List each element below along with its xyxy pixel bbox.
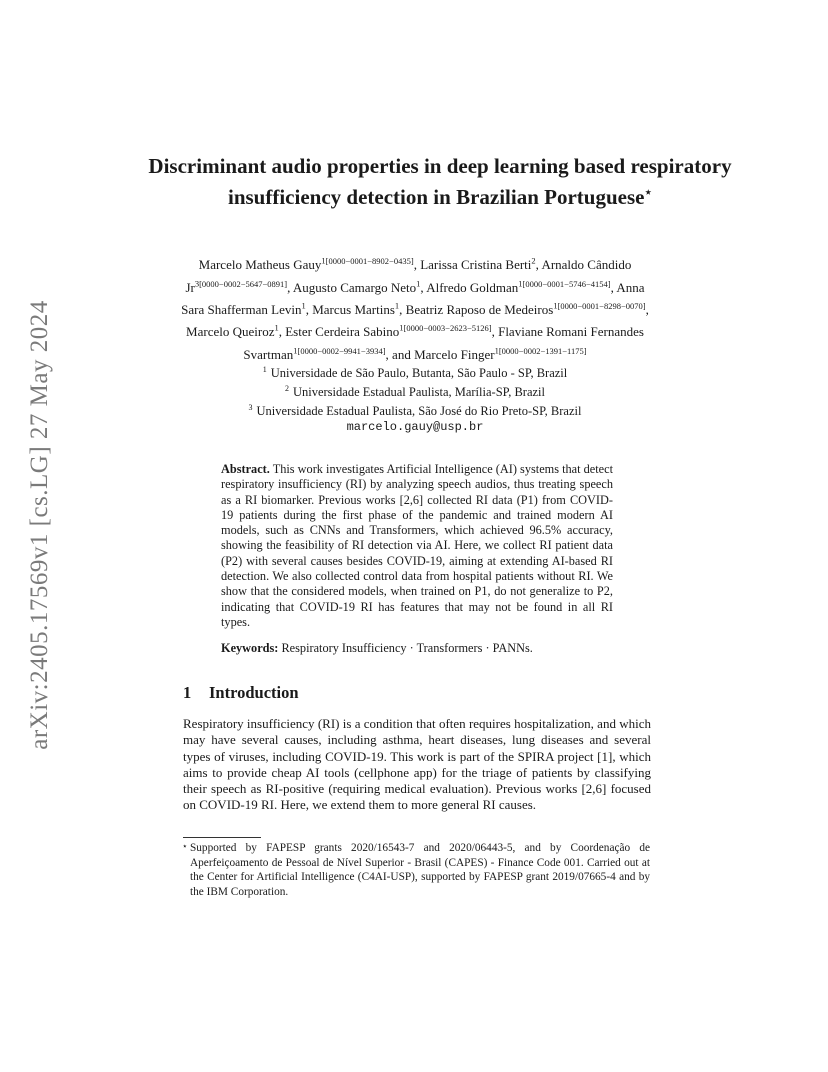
author-orcid: [0000−0001−8902−0435]	[325, 256, 414, 267]
author-entry	[199, 257, 421, 272]
keywords	[221, 641, 613, 656]
intro-paragraph: Respiratory insufficiency (RI) is a condition that often requires hospitalization, and which may have several causes, including asthma, heart diseases, lung diseases and several types of viruses, including COVID-19. This work is part of the SPIRA project [1], which aims to provide cheap AI tools (cellphone app) for the triage of patients by classifying their speech as RI-positive (requiring medical evaluation). Previous works [2,6] focused on COVID-19 RI. Here, we extend them to more general RI causes.	[183, 716, 651, 813]
footnote-marker: ⋆	[182, 841, 188, 851]
author-affiliation-number: 1	[494, 345, 499, 356]
author-list	[180, 252, 650, 364]
author-entry	[414, 347, 587, 362]
author-separator: ,	[399, 301, 406, 317]
author-orcid: [0000−0001−5746−4154]	[522, 278, 611, 289]
footnote	[182, 841, 650, 900]
affiliation-list	[180, 362, 650, 435]
paper-title-text: Discriminant audio properties in deep learning based respiratory insufficiency detection in Brazilian Portuguese	[148, 154, 732, 209]
author-name: Alfredo Goldman	[426, 279, 519, 295]
author-affiliation-number: 2	[531, 256, 536, 266]
affiliation-text: Universidade Estadual Paulista, Marília-SP, Brazil	[292, 385, 546, 400]
abstract-label: Abstract.	[221, 462, 270, 476]
author-separator: ,	[645, 301, 649, 317]
author-name: Marcelo Finger	[414, 346, 495, 362]
author-name: Marcelo Matheus Gauy	[198, 257, 322, 273]
author-separator: ,	[610, 279, 617, 295]
author-separator: ,	[305, 301, 313, 317]
author-affiliation-number: 1	[399, 322, 404, 333]
author-name: Larissa Cristina Berti	[420, 257, 532, 273]
author-affiliation-number: 1	[394, 300, 400, 311]
author-separator: , and	[385, 346, 415, 362]
affiliation-number: 2	[284, 384, 289, 394]
author-name: Anna Sara Shafferman Levin	[181, 279, 645, 317]
keywords-label: Keywords:	[221, 641, 279, 655]
affiliation-number: 3	[248, 403, 253, 413]
author-orcid: [0000−0002−9941−3934]	[297, 345, 386, 356]
author-name: Augusto Camargo Neto	[292, 279, 417, 295]
affiliation-line	[180, 381, 650, 400]
abstract	[221, 462, 613, 630]
section-number: 1	[183, 683, 192, 702]
author-orcid: [0000−0002−1391−1175]	[498, 345, 587, 356]
author-affiliation-number: 1	[416, 278, 421, 289]
author-entry	[186, 324, 285, 339]
author-separator: ,	[278, 324, 286, 340]
author-affiliation-number: 1	[321, 256, 326, 266]
affiliation-text: Universidade Estadual Paulista, São José do Rio Preto-SP, Brazil	[256, 404, 582, 419]
author-separator: ,	[287, 279, 293, 295]
abstract-text: This work investigates Artificial Intelligence (AI) systems that detect respiratory insufficiency (RI) by analyzing speech audios, thus treating speech as a RI biomarker. Previous works [2,6] collected RI data (P1) from COVID-19 patients during the first phase of the pandemic and trained modern AI models, such as CNNs and Transformers, which achieved 96.5% accuracy, showing the feasibility of RI detection via AI. Here, we collect RI patient data (P2) with several causes besides COVID-19, aiming at extending AI-based RI detection. We also collected control data from hospital patients without RI. We show that the considered models, when trained on P1, do not generalize to P2, indicating that COVID-19 RI has features that may not be found in all RI types.	[221, 462, 613, 629]
author-separator: ,	[413, 257, 421, 273]
author-entry	[426, 280, 616, 295]
author-separator: ,	[420, 279, 427, 295]
author-affiliation-number: 1	[274, 322, 279, 333]
author-name: Arnaldo Cândido Jr	[185, 257, 632, 295]
keywords-text: Respiratory Insufficiency · Transformers · PANNs.	[281, 641, 533, 655]
affiliation-line	[180, 362, 650, 381]
author-affiliation-number: 1	[553, 300, 558, 311]
author-separator: ,	[491, 324, 499, 340]
author-entry	[420, 257, 541, 272]
contact-email[interactable]: marcelo.gauy@usp.br	[346, 420, 484, 435]
author-entry	[293, 280, 426, 295]
affiliation-line	[180, 400, 650, 419]
section-heading	[183, 683, 299, 703]
title-footnote-marker[interactable]: ⋆	[644, 185, 652, 199]
paper-title	[140, 153, 740, 210]
author-entry	[312, 302, 405, 317]
author-name: Marcelo Queiroz	[186, 324, 275, 340]
author-affiliation-number: 3	[194, 278, 200, 289]
section-title: Introduction	[209, 683, 299, 702]
author-name: Ester Cerdeira Sabino	[285, 324, 400, 340]
footnote-rule	[183, 837, 261, 838]
author-orcid: [0000−0001−8298−0070]	[557, 300, 646, 311]
author-entry	[285, 324, 498, 339]
author-orcid: [0000−0002−5647−0891]	[199, 278, 288, 289]
author-name: Marcus Martins	[312, 301, 395, 317]
affiliation-number: 1	[262, 365, 267, 374]
arxiv-side-stamp	[12, 275, 68, 775]
author-affiliation-number: 1	[293, 345, 298, 356]
footnote-text: Supported by FAPESP grants 2020/16543-7 and 2020/06443-5, and by Coordenação de Aperfeiçoamento de Pessoal de Nível Superior - Brasil (CAPES) - Finance Code 001. Carried out at the Center for Artificial Intelligence (C4AI-USP), supported by FAPESP grant 2019/07665-4 and by the IBM Corporation.	[190, 842, 650, 899]
affiliation-text: Universidade de São Paulo, Butanta, São Paulo - SP, Brazil	[270, 366, 568, 381]
author-orcid: [0000−0003−2623−5126]	[403, 323, 492, 334]
author-affiliation-number: 1	[301, 300, 306, 311]
arxiv-identifier[interactable]: arXiv:2405.17569v1 [cs.LG] 27 May 2024	[26, 300, 53, 750]
author-entry	[406, 302, 649, 317]
author-name: Beatriz Raposo de Medeiros	[405, 301, 554, 317]
author-name: Flaviane Romani Fernandes Svartman	[243, 324, 644, 362]
author-separator: ,	[535, 257, 542, 273]
author-affiliation-number: 1	[518, 278, 523, 289]
